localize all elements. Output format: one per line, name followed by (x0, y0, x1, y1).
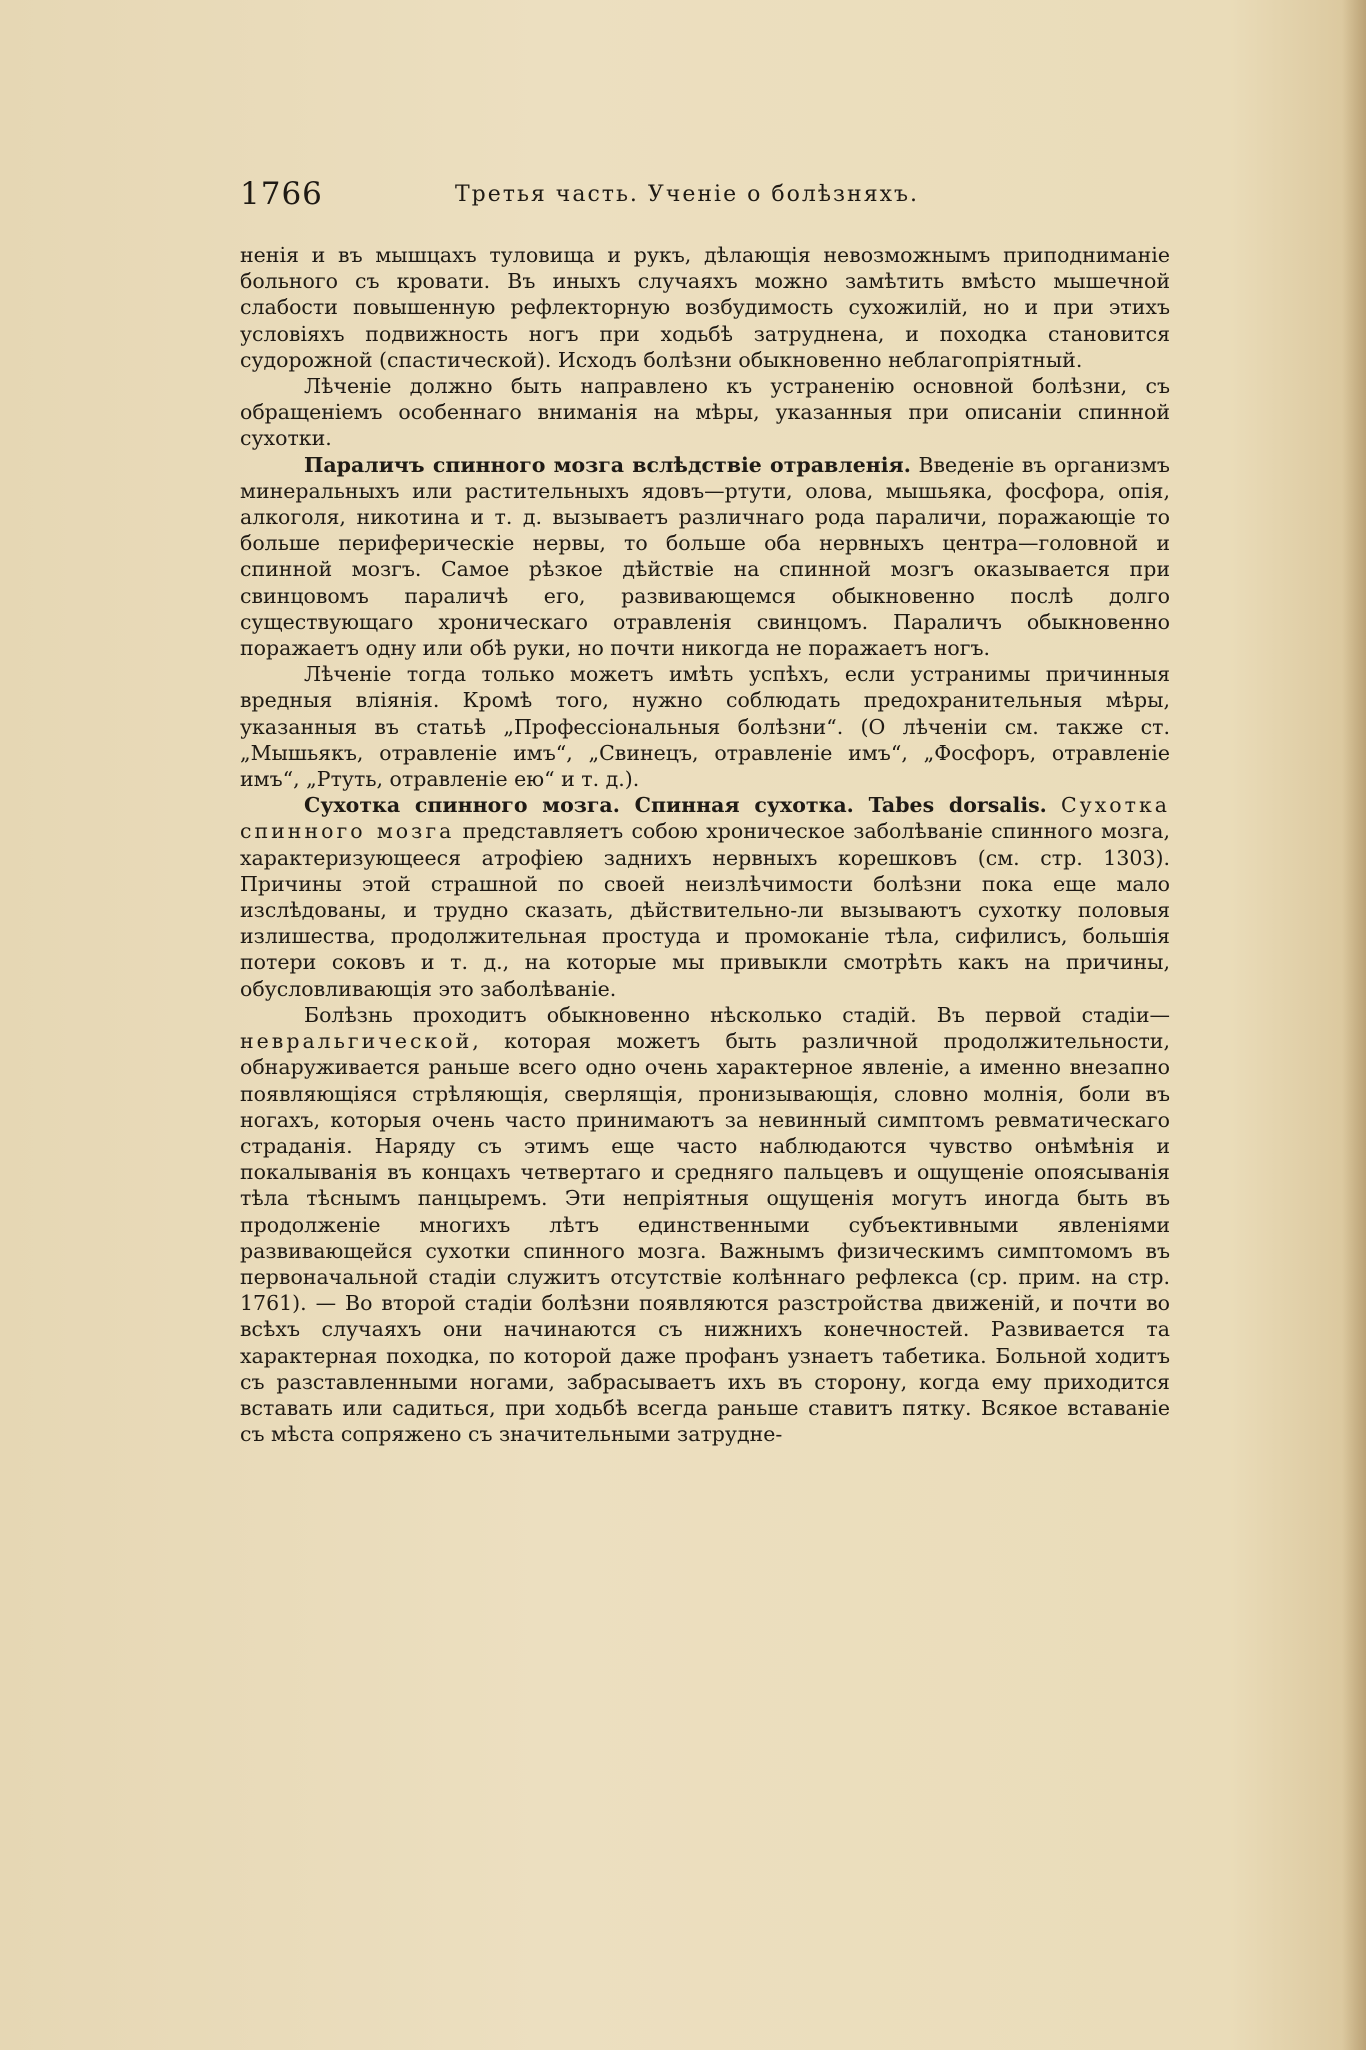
paragraph-3 (240, 452, 1170, 662)
paragraph-text: ненія и въ мышцахъ туловища и рукъ, дѣлающія невозможнымъ приподниманіе больного съ кровати. Въ иныхъ случаяхъ можно замѣтить вмѣсто мышечной слабости повышенную рефлекторную возбудимость сухожилій, но и при этихъ условіяхъ подвижность ногъ при ходьбѣ затруднена, и походка становится судорожной (спастической). Исходъ болѣзни обыкновенно неблагопріятный. (240, 243, 1170, 372)
spaced-term: невральгической (240, 1029, 473, 1054)
paragraph-2 (240, 373, 1170, 452)
page-edge-shadow (1342, 0, 1366, 2050)
paragraph-4 (240, 661, 1170, 792)
running-title: Третья часть. Ученіе о болѣзняхъ. (455, 182, 919, 207)
body-text (240, 242, 1170, 1447)
paragraph-text: , которая можетъ быть различной продолжительности, обнаруживается раньше всего одно очень характерное явленіе, а именно внезапно появляющіяся стрѣляющія, сверлящія, пронизывающія, словно молнія, боли въ ногахъ, которыя очень часто принимаютъ за невинный симптомъ ревматическаго страданія. Наряду съ этимъ еще часто наблюдаются чувство онѣмѣнія и покалыванія въ концахъ четвертаго и средняго пальцевъ и ощущеніе опоясыванія тѣла тѣснымъ панцыремъ. Эти непріятныя ощущенія могутъ иногда быть въ продолженіе многихъ лѣтъ единственными субъективными явленіями развивающейся сухотки спинного мозга. Важнымъ физическимъ симптомомъ въ первоначальной стадіи служитъ отсутствіе колѣннаго рефлекса (ср. прим. на стр. 1761). — Во второй стадіи болѣзни появляются разстройства движеній, и почти во всѣхъ случаяхъ они начинаются съ нижнихъ конечностей. Развивается та характерная походка, по которой даже профанъ узнаетъ табетика. Больной ходитъ съ разставленными ногами, забрасываетъ ихъ въ сторону, когда ему приходится вставать или садиться, при ходьбѣ всегда раньше ставитъ пятку. Всякое вставаніе съ мѣста сопряжено съ значительными затрудне- (240, 1029, 1170, 1447)
paragraph-text: Лѣченіе должно быть направлено къ устраненію основной болѣзни, съ обращеніемъ особеннаго вниманія на мѣры, указанныя при описаніи спинной сухотки. (240, 374, 1170, 451)
paragraph-6 (240, 1002, 1170, 1447)
paragraph-text: Лѣченіе тогда только можетъ имѣть успѣхъ, если устранимы причинныя вредныя вліянія. Кромѣ того, нужно соблюдать предохранительныя мѣры, указанныя въ статьѣ „Профессіональныя болѣзни“. (О лѣченіи см. также ст. „Мышьякъ, отравленіе имъ“, „Свинецъ, отравленіе имъ“, „Фосфоръ, отравленіе имъ“, „Ртуть, отравленіе ею“ и т. д.). (240, 662, 1170, 792)
page-header (240, 176, 1240, 220)
paragraph-1 (240, 242, 1170, 373)
section-heading-tabes-dorsalis: Сухотка спинного мозга. Спинная сухотка. Tabes dorsalis. (304, 793, 1047, 818)
paragraph-text: Введеніе въ организмъ минеральныхъ или растительныхъ ядовъ—ртути, олова, мышьяка, фосфора, опія, алкоголя, никотина и т. д. вызываетъ различнаго рода параличи, поражающіе то больше периферическіе нервы, то больше оба нервныхъ центра—головной и спинной мозгъ. Самое рѣзкое дѣйствіе на спинной мозгъ оказывается при свинцовомъ параличѣ его, развивающемся обыкновенно послѣ долго существующаго хроническаго отравленія свинцомъ. Параличъ обыкновенно поражаетъ одну или обѣ руки, но почти никогда не поражаетъ ногъ. (240, 452, 1170, 661)
spaced-term: Сухотка спинного мозга (240, 793, 1170, 844)
paragraph-text: представляетъ собою хроническое заболѣваніе спинного мозга, характеризующееся атрофіею заднихъ нервныхъ корешковъ (см. стр. 1303). Причины этой страшной по своей неизлѣчимости болѣзни пока еще мало изслѣдованы, и трудно сказать, дѣйствительно-ли вызываютъ сухотку половыя излишества, продолжительная простуда и промоканіе тѣла, сифилисъ, большія потери соковъ и т. д., на которые мы привыкли смотрѣть какъ на причины, обусловливающія это заболѣваніе. (240, 819, 1170, 1001)
paragraph-text-start: Болѣзнь проходитъ обыкновенно нѣсколько стадій. Въ первой стадіи— (304, 1002, 1170, 1027)
page-number: 1766 (240, 176, 323, 212)
section-heading-poisoning-paralysis: Параличъ спинного мозга вслѣдствіе отравленія. (304, 452, 911, 477)
paragraph-5 (240, 792, 1170, 1002)
